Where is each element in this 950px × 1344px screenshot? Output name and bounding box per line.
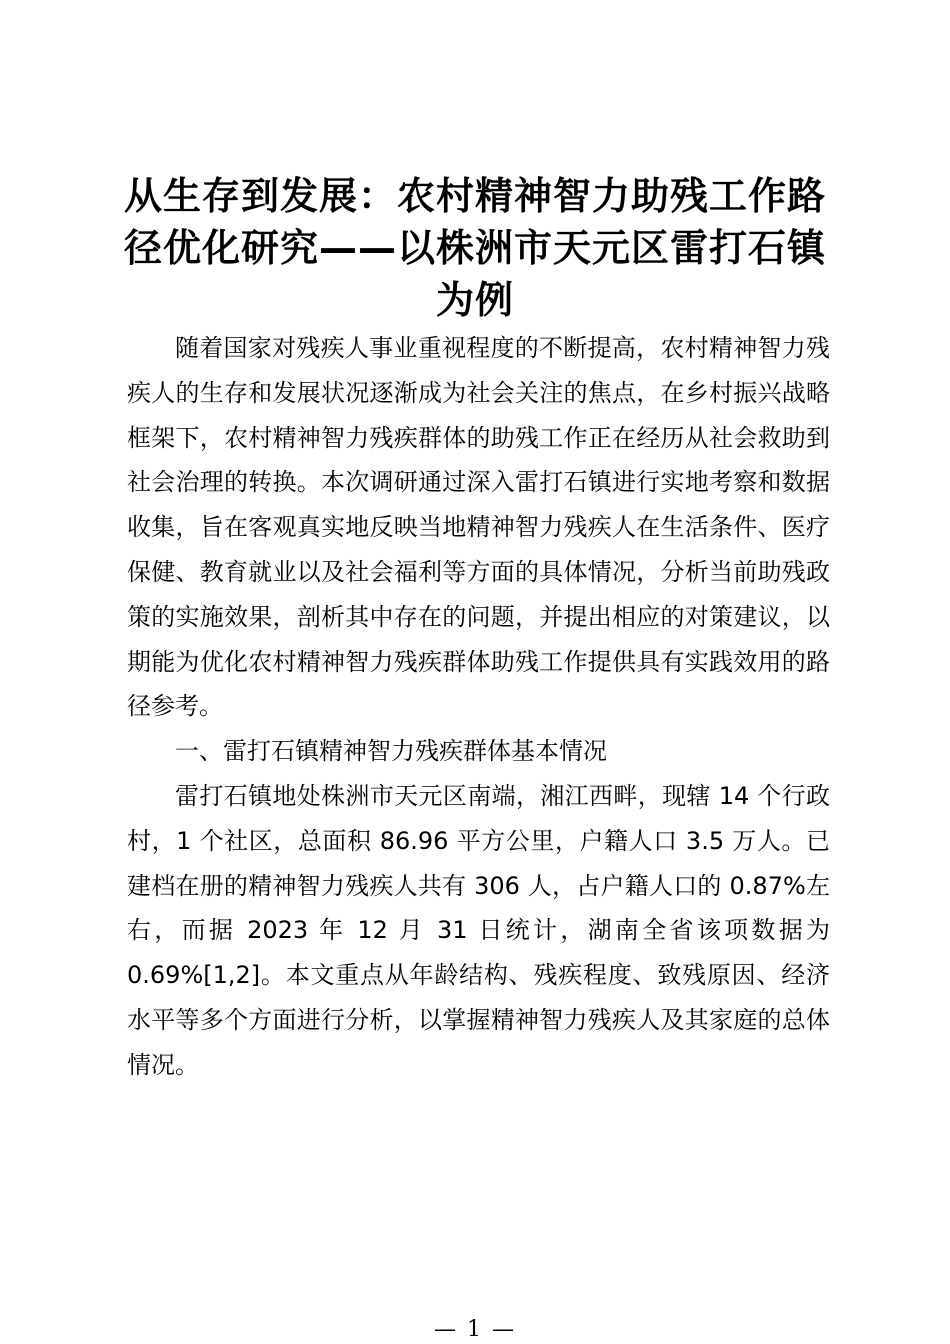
- intro-paragraph: 随着国家对残疾人事业重视程度的不断提高，农村精神智力残疾人的生存和发展状况逐渐成为社会关注的焦点，在乡村振兴战略框架下，农村精神智力残疾群体的助残工作正在经历从社会救助到社会治理的转换。本次调研通过深入雷打石镇进行实地考察和数据收集，旨在客观真实地反映当地精神智力残疾人在生活条件、医疗保健、教育就业以及社会福利等方面的具体情况，分析当前助残政策的实施效果，剖析其中存在的问题，并提出相应的对策建议，以期能为优化农村精神智力残疾群体助残工作提供具有实践效用的路径参考。: [127, 334, 830, 721]
- page-number: — 1 —: [434, 1317, 516, 1342]
- document-title: 从生存到发展：农村精神智力助残工作路径优化研究——以株洲市天元区雷打石镇为例: [123, 174, 826, 322]
- document-body: [127, 326, 830, 1088]
- section-heading: 一、雷打石镇精神智力残疾群体基本情况: [175, 737, 607, 766]
- section-paragraph: 雷打石镇地处株洲市天元区南端，湘江西畔，现辖 14 个行政村，1 个社区，总面积 86.96 平方公里，户籍人口 3.5 万人。已建档在册的精神智力残疾人共有 306 人，占户籍人口的 0.87%左右，而据 2023 年 12 月 31 日统计，湖南全省该项数据为 0.69%[1,2]。本文重点从年龄结构、残疾程度、致残原因、经济水平等多个方面进行分析，以掌握精神智力残疾人及其家庭的总体情况。: [127, 781, 830, 1079]
